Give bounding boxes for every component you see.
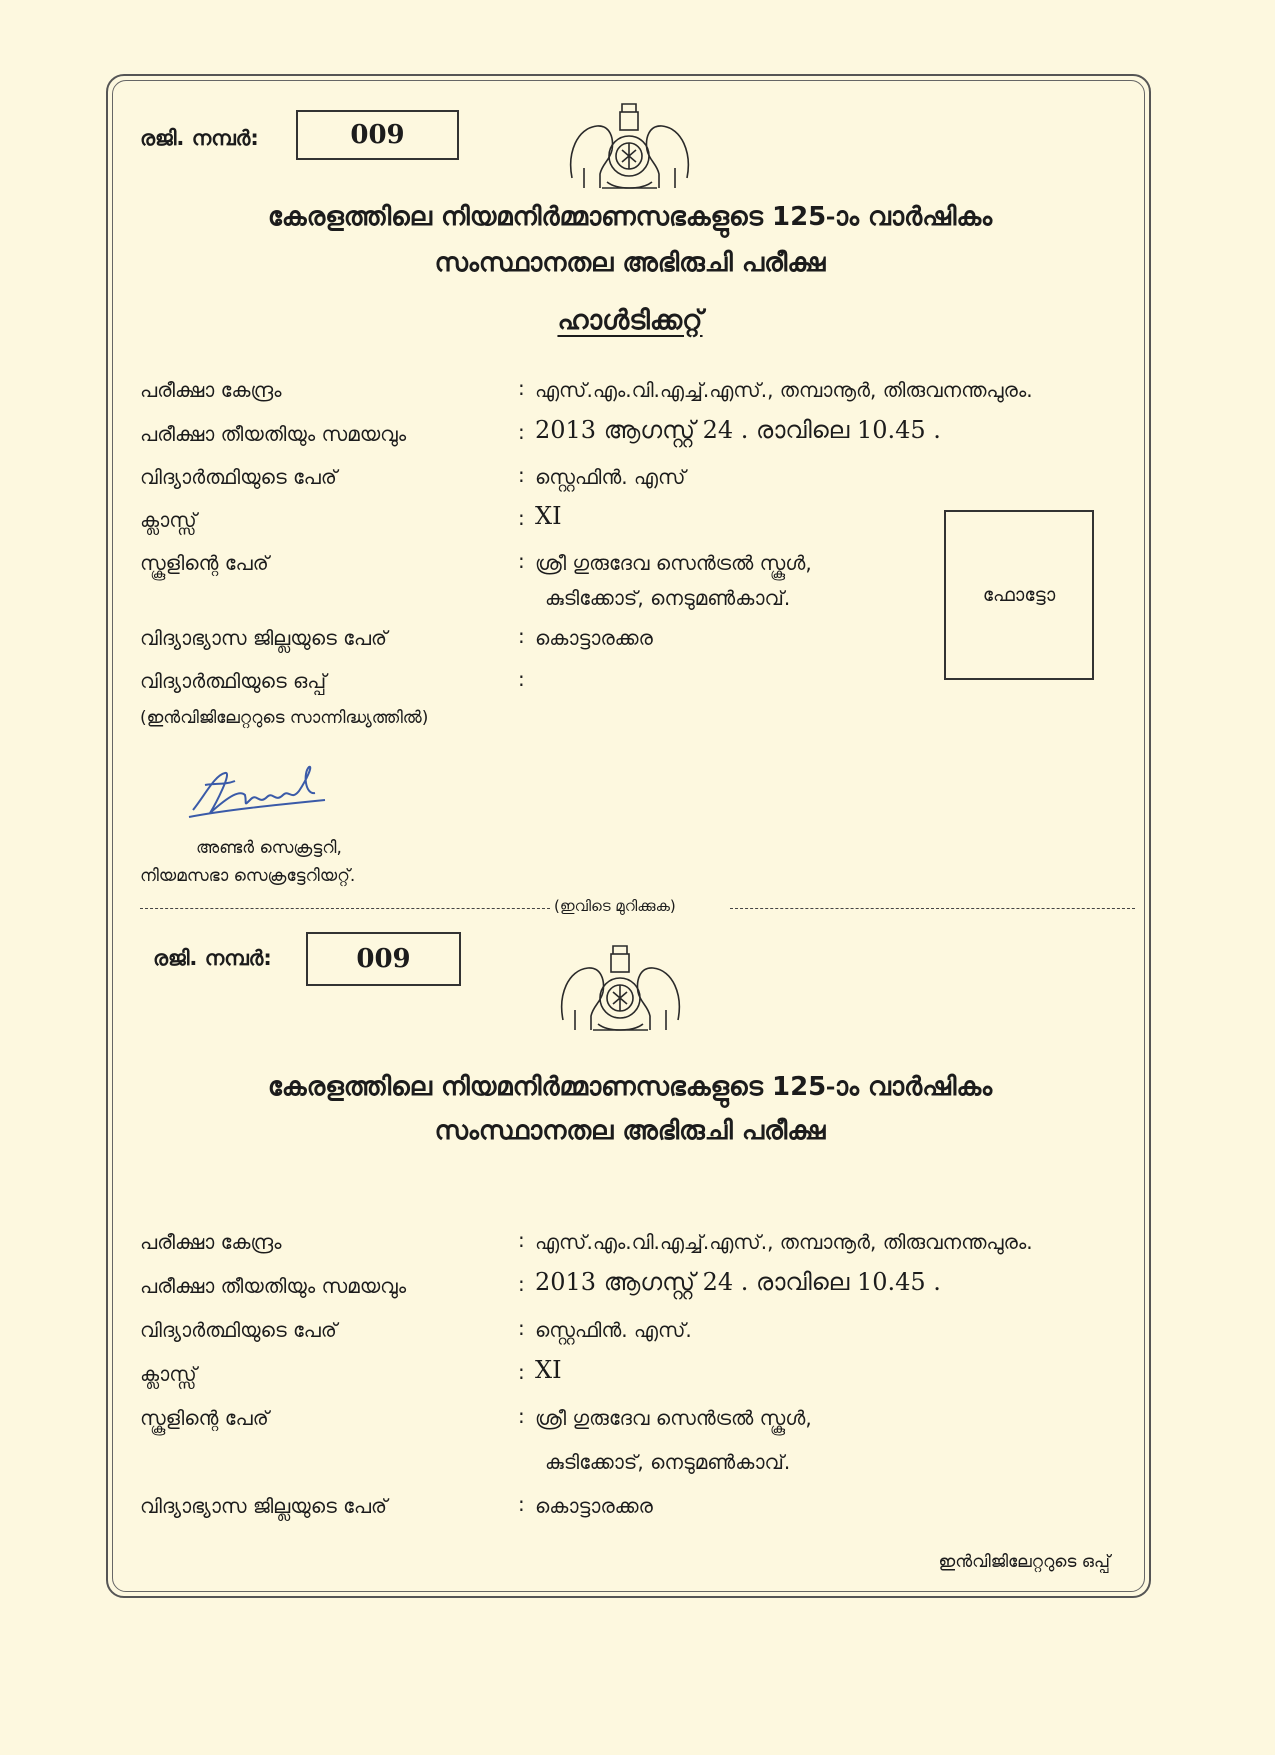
- reg-number-box: 009: [296, 110, 459, 160]
- field-colon: :: [518, 549, 525, 573]
- field-label-student-name: വിദ്യാർത്ഥിയുടെ പേര്: [140, 465, 337, 489]
- field-value-class: XI: [535, 1356, 562, 1384]
- hall-ticket-heading: [120, 305, 1140, 337]
- cut-dash-left: [140, 908, 550, 909]
- reg-number-label: രജി. നമ്പർ:: [153, 946, 272, 970]
- cut-dash-right: [730, 908, 1135, 909]
- exam-title-line2: സംസ്ഥാനതല അഭിരുചി പരീക്ഷ: [434, 248, 826, 278]
- kerala-state-emblem-icon: [562, 98, 697, 198]
- invigilator-signature-label: ഇൻവിജിലേറ്ററുടെ ഒപ്പ്: [938, 1552, 1110, 1572]
- field-label-exam-date-time: പരീക്ഷാ തീയതിയും സമയവും: [140, 422, 407, 446]
- field-value-exam-date-time: 2013 ആഗസ്റ്റ് 24 . രാവിലെ 10.45 .: [535, 416, 941, 444]
- kerala-state-emblem-icon: [553, 940, 688, 1040]
- field-value-school-name: ശ്രീ ഗുരുദേവ സെൻട്രൽ സ്കൂൾ,: [535, 1406, 812, 1430]
- reg-number-box: 009: [306, 932, 461, 986]
- exam-title-line1: കേരളത്തിലെ നിയമനിർമ്മാണസഭകളുടെ 125-ാം വാർഷികം: [267, 202, 993, 232]
- field-label-exam-date-time: പരീക്ഷാ തീയതിയും സമയവും: [140, 1274, 407, 1298]
- signatory-office: നിയമസഭാ സെക്രട്ടേറിയറ്റ്.: [140, 866, 356, 886]
- field-value-exam-centre: എസ്.എം.വി.എച്ച്.എസ്., തമ്പാനൂർ, തിരുവനന്തപുരം.: [535, 1230, 1033, 1254]
- field-label-exam-centre: പരീക്ഷാ കേന്ദ്രം: [140, 378, 282, 402]
- exam-title-line2: സംസ്ഥാനതല അഭിരുചി പരീക്ഷ: [434, 1116, 826, 1146]
- reg-number-label: രജി. നമ്പർ:: [140, 126, 259, 150]
- hall-ticket-heading-text: ഹാൾടിക്കറ്റ്: [557, 305, 703, 336]
- field-colon: :: [518, 463, 525, 487]
- field-label-exam-centre: പരീക്ഷാ കേന്ദ്രം: [140, 1230, 282, 1254]
- field-label-student-signature: വിദ്യാർത്ഥിയുടെ ഒപ്പ്: [140, 669, 327, 693]
- field-value-class: XI: [535, 502, 562, 530]
- field-colon: :: [518, 506, 525, 530]
- photo-box: [944, 510, 1094, 680]
- exam-title-line1: കേരളത്തിലെ നിയമനിർമ്മാണസഭകളുടെ 125-ാം വാർഷികം: [267, 1072, 993, 1102]
- photo-label: ഫോട്ടോ: [982, 584, 1056, 606]
- signatory-designation: അണ്ടർ സെക്രട്ടറി,: [196, 838, 342, 858]
- field-label-class: ക്ലാസ്സ്: [140, 508, 197, 532]
- cut-here-text: (ഇവിടെ മുറിക്കുക): [550, 897, 680, 915]
- field-colon: :: [518, 1316, 525, 1340]
- field-label-edu-district: വിദ്യാഭ്യാസ ജില്ലയുടെ പേര്: [140, 626, 388, 650]
- field-colon: :: [518, 376, 525, 400]
- cut-here-line: [140, 897, 1135, 919]
- field-colon: :: [518, 624, 525, 648]
- field-colon: :: [518, 1404, 525, 1428]
- signature-presence-note: (ഇൻവിജിലേറ്ററുടെ സാന്നിദ്ധ്യത്തിൽ): [140, 708, 429, 728]
- field-label-school-name: സ്കൂളിന്റെ പേര്: [140, 551, 269, 575]
- field-colon: :: [518, 1228, 525, 1252]
- field-colon: :: [518, 1360, 525, 1384]
- field-colon: :: [518, 1272, 525, 1296]
- field-value-edu-district: കൊട്ടാരക്കര: [535, 1494, 653, 1518]
- field-value-exam-date-time: 2013 ആഗസ്റ്റ് 24 . രാവിലെ 10.45 .: [535, 1268, 941, 1296]
- field-label-school-name: സ്കൂളിന്റെ പേര്: [140, 1406, 269, 1430]
- field-colon: :: [518, 667, 525, 691]
- field-label-student-name: വിദ്യാർത്ഥിയുടെ പേര്: [140, 1318, 337, 1342]
- field-value-school-place: കുടിക്കോട്, നെടുമൺകാവ്.: [545, 1450, 791, 1474]
- field-value-student-name: സ്റ്റെഫിൻ. എസ്.: [535, 1318, 692, 1342]
- field-value-exam-centre: എസ്.എം.വി.എച്ച്.എസ്., തമ്പാനൂർ, തിരുവനന്തപുരം.: [535, 378, 1033, 402]
- field-colon: :: [518, 420, 525, 444]
- field-value-school-name: ശ്രീ ഗുരുദേവ സെൻട്രൽ സ്കൂൾ,: [535, 551, 812, 575]
- field-value-edu-district: കൊട്ടാരക്കര: [535, 626, 653, 650]
- field-label-edu-district: വിദ്യാഭ്യാസ ജില്ലയുടെ പേര്: [140, 1494, 388, 1518]
- field-colon: :: [518, 1492, 525, 1516]
- field-value-student-name: സ്റ്റെഫിൻ. എസ്: [535, 465, 686, 489]
- signature-icon: [185, 755, 335, 830]
- field-label-class: ക്ലാസ്സ്: [140, 1362, 197, 1386]
- field-value-school-place: കുടിക്കോട്, നെടുമൺകാവ്.: [545, 586, 791, 610]
